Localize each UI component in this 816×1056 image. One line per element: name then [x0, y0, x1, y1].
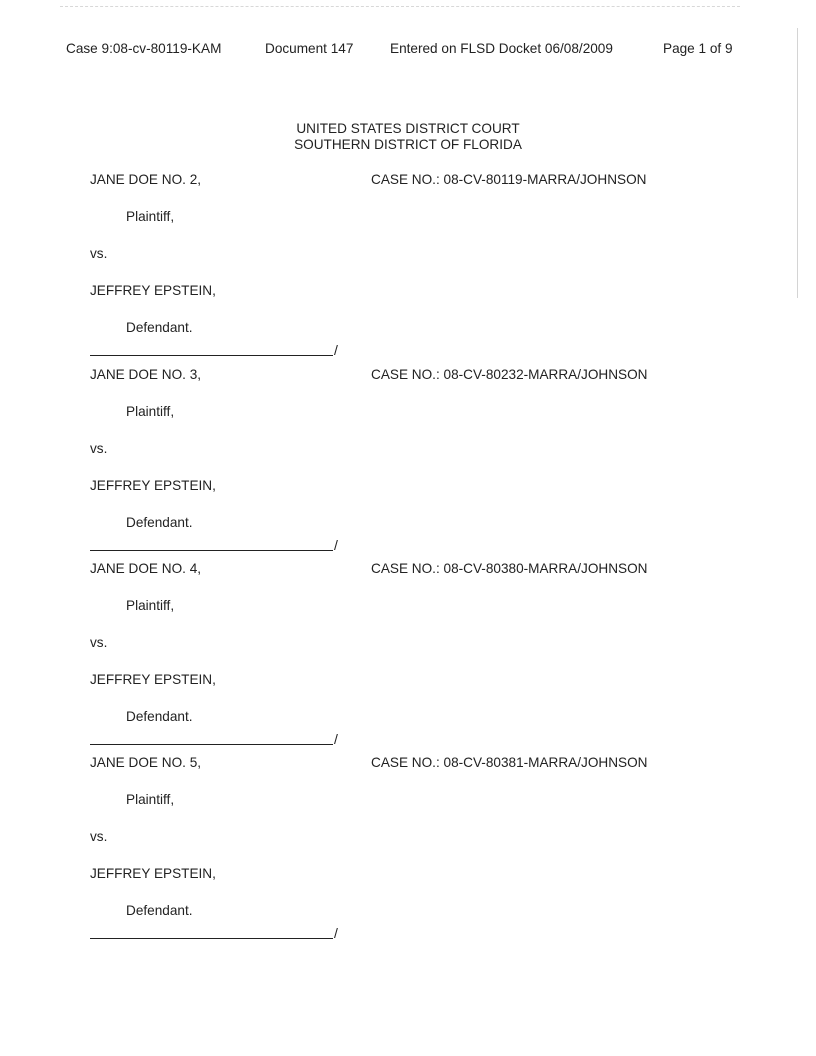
court-name: UNITED STATES DISTRICT COURT — [296, 121, 520, 136]
case-caption — [0, 172, 816, 368]
case-caption — [0, 367, 816, 563]
caption-rule — [90, 355, 333, 356]
case-number: CASE NO.: 08-CV-80119-MARRA/JOHNSON — [371, 172, 647, 187]
plaintiff-name: JANE DOE NO. 5, — [90, 755, 202, 770]
versus-label: vs. — [90, 441, 108, 456]
caption-slash: / — [334, 342, 338, 358]
caption-rule — [90, 550, 333, 551]
defendant-name: JEFFREY EPSTEIN, — [90, 283, 216, 298]
case-number: CASE NO.: 08-CV-80381-MARRA/JOHNSON — [371, 755, 648, 770]
defendant-name: JEFFREY EPSTEIN, — [90, 672, 216, 687]
header-page-count: Page 1 of 9 — [663, 41, 733, 56]
header-document-number: Document 147 — [265, 41, 354, 56]
caption-rule — [90, 744, 333, 745]
plaintiff-label: Plaintiff, — [126, 598, 175, 613]
defendant-label: Defendant. — [126, 515, 193, 530]
caption-slash: / — [334, 731, 338, 747]
case-caption — [0, 755, 816, 951]
plaintiff-name: JANE DOE NO. 3, — [90, 367, 202, 382]
versus-label: vs. — [90, 246, 108, 261]
plaintiff-label: Plaintiff, — [126, 792, 175, 807]
plaintiff-label: Plaintiff, — [126, 209, 175, 224]
plaintiff-name: JANE DOE NO. 2, — [90, 172, 202, 187]
defendant-label: Defendant. — [126, 320, 193, 335]
caption-slash: / — [334, 925, 338, 941]
court-title — [0, 121, 816, 153]
plaintiff-name: JANE DOE NO. 4, — [90, 561, 202, 576]
case-caption — [0, 561, 816, 757]
defendant-name: JEFFREY EPSTEIN, — [90, 478, 216, 493]
court-district: SOUTHERN DISTRICT OF FLORIDA — [294, 137, 522, 152]
scan-artifact-line — [60, 6, 740, 7]
case-number: CASE NO.: 08-CV-80232-MARRA/JOHNSON — [371, 367, 648, 382]
plaintiff-label: Plaintiff, — [126, 404, 175, 419]
case-number: CASE NO.: 08-CV-80380-MARRA/JOHNSON — [371, 561, 648, 576]
versus-label: vs. — [90, 635, 108, 650]
header-entered-date: Entered on FLSD Docket 06/08/2009 — [390, 41, 613, 56]
header-case-number: Case 9:08-cv-80119-KAM — [66, 41, 222, 56]
defendant-name: JEFFREY EPSTEIN, — [90, 866, 216, 881]
defendant-label: Defendant. — [126, 709, 193, 724]
defendant-label: Defendant. — [126, 903, 193, 918]
caption-rule — [90, 938, 333, 939]
caption-slash: / — [334, 537, 338, 553]
versus-label: vs. — [90, 829, 108, 844]
